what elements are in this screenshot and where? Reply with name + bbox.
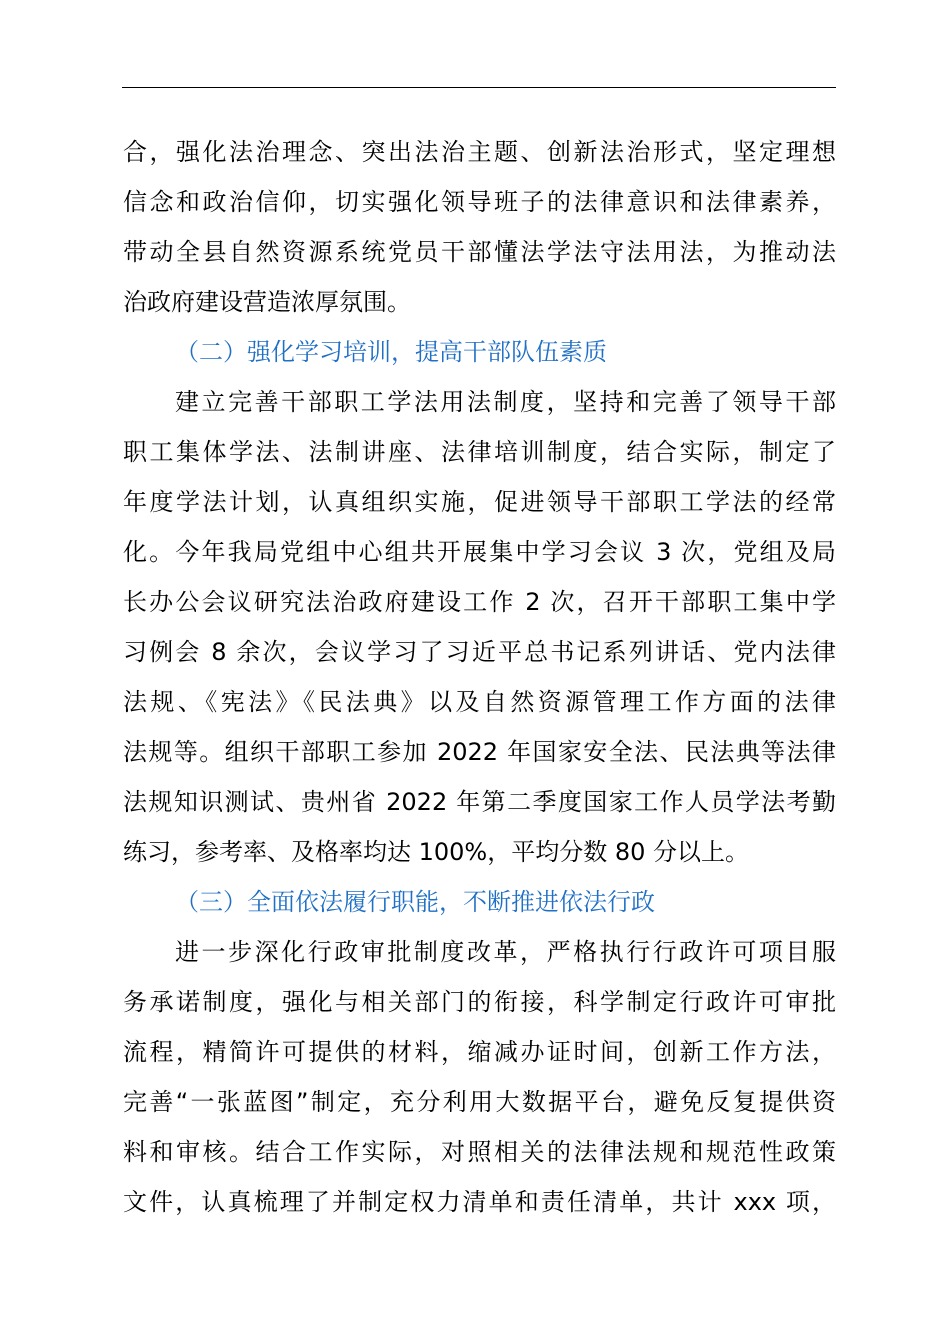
text-line: 带动全县自然资源系统党员干部懂法学法守法用法，为推动法	[123, 238, 836, 266]
paragraph-continuation	[123, 127, 836, 327]
text-line: 习例会 8 余次，会议学习了习近平总书记系列讲话、党内法律	[123, 638, 836, 666]
paragraph-administration	[123, 927, 836, 1227]
text-line: 法规知识测试、贵州省 2022 年第二季度国家工作人员学法考勤	[123, 788, 836, 816]
paragraph-study-training	[123, 377, 836, 877]
text-line: 职工集体学法、法制讲座、法律培训制度，结合实际，制定了	[123, 438, 836, 466]
text-line: 务承诺制度，强化与相关部门的衔接，科学制定行政许可审批	[123, 988, 836, 1016]
text-line: 合，强化法治理念、突出法治主题、创新法治形式，坚定理想	[123, 138, 836, 166]
text-line: 治政府建设营造浓厚氛围。	[123, 288, 411, 316]
heading-text: （二）强化学习培训，提高干部队伍素质	[175, 338, 607, 366]
text-line: 法规、《宪法》《民法典》以及自然资源管理工作方面的法律	[123, 688, 836, 716]
text-line: 文件，认真梳理了并制定权力清单和责任清单，共计 xxx 项，	[123, 1188, 836, 1216]
text-line: 练习，参考率、及格率均达 100%，平均分数 80 分以上。	[123, 838, 750, 866]
text-line: 完善“一张蓝图”制定，充分利用大数据平台，避免反复提供资	[123, 1088, 836, 1116]
text-line: 法规等。组织干部职工参加 2022 年国家安全法、民法典等法律	[123, 738, 836, 766]
document-body	[123, 127, 836, 1227]
text-line: 料和审核。结合工作实际，对照相关的法律法规和规范性政策	[123, 1138, 836, 1166]
text-line: 建立完善干部职工学法用法制度，坚持和完善了领导干部	[175, 388, 836, 416]
text-line: 长办公会议研究法治政府建设工作 2 次，召开干部职工集中学	[123, 588, 836, 616]
header-rule	[122, 87, 836, 88]
text-line: 信念和政治信仰，切实强化领导班子的法律意识和法律素养，	[123, 188, 836, 216]
text-line: 进一步深化行政审批制度改革，严格执行行政许可项目服	[175, 938, 836, 966]
section-heading-3	[123, 877, 836, 927]
text-line: 年度学法计划，认真组织实施，促进领导干部职工学法的经常	[123, 488, 836, 516]
heading-text: （三）全面依法履行职能，不断推进依法行政	[175, 888, 655, 916]
text-line: 流程，精简许可提供的材料，缩减办证时间，创新工作方法，	[123, 1038, 836, 1066]
section-heading-2	[123, 327, 836, 377]
text-line: 化。今年我局党组中心组共开展集中学习会议 3 次，党组及局	[123, 538, 836, 566]
